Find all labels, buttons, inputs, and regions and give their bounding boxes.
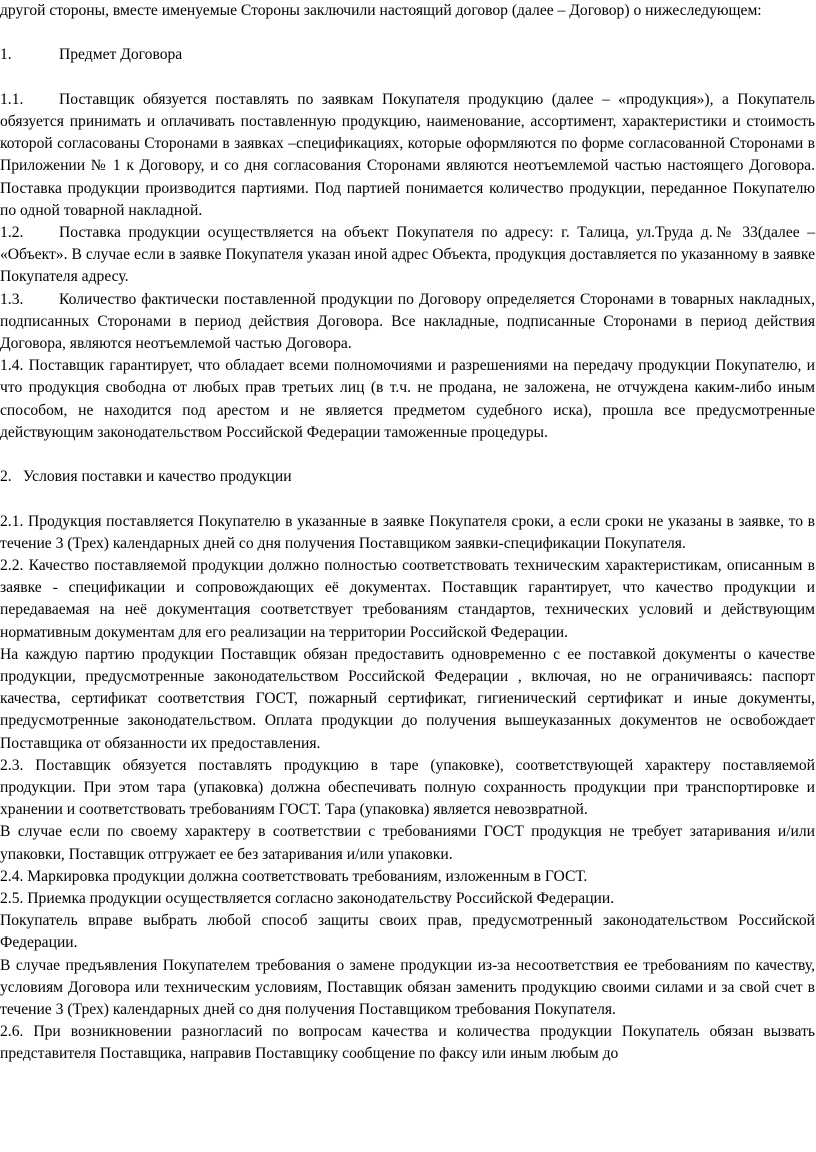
section-1-heading [0,44,815,66]
clause-1-2 [0,222,815,289]
spacer [0,22,815,44]
clause-2-3: 2.3. Поставщик обязуется поставлять продукцию в таре (упаковке), соответствующей характеру поставляемой продукции. При этом тара (упаковка) должна обеспечивать полную сохранность продукции при транспортировке и хранении и соответствовать требованиям ГОСТ. Тара (упаковка) является невозвратной. [0,756,815,819]
clause-1-4: 1.4. Поставщик гарантирует, что обладает всеми полномочиями и разрешениями на передачу продукции Покупателю, и что продукция свободна от любых прав третьих лиц (в т.ч. не продана, не заложена, не отчуждена каким-либо иным способом, не находится под арестом и не является предметом судебного иска), прошла все предусмотренные действующим законодательством Российской Федерации таможенные процедуры. [0,357,815,441]
clause-2-5-replacement: В случае предъявления Покупателем требования о замене продукции из-за несоответствия ее требованиям по качеству, условиям Договора или техническим условиям, Поставщик обязан заменить продукцию своими силами и за свой счет в течение 3 (Трех) календарных дней со дня получения Поставщиком требования Покупателя. [0,956,815,1019]
clause-2-3-continued: В случае если по своему характеру в соответствии с требованиями ГОСТ продукция не требует затаривания и/или упаковки, Поставщик отгружает ее без затаривания и/или упаковки. [0,823,815,863]
clause-2-5-continued: Покупатель вправе выбрать любой способ защиты своих прав, предусмотренный законодательством Российской Федерации. [0,912,815,952]
clause-1-3-number: 1.3. [0,290,24,308]
clause-1-2-text: Поставка продукции осуществляется на объект Покупателя по адресу: г. Талица, ул.Труда д.№ 33(далее – «Объект». В случае если в заявке Покупателя указан иной адрес Объекта, продукция доставляется по указанному в заявке Покупателя адресу. [0,224,815,286]
clause-2-4: 2.4. Маркировка продукции должна соответствовать требованиям, изложенным в ГОСТ. [0,867,588,885]
intro-paragraph: другой стороны, вместе именуемые Стороны заключили настоящий договор (далее – Договор) о нижеследующем: [0,2,762,19]
section-1-title: Предмет Договора [59,46,183,64]
spacer [0,67,815,89]
clause-1-2-number: 1.2. [0,224,24,241]
clause-2-2-continued: На каждую партию продукции Поставщик обязан предоставить одновременно с ее поставкой документы о качестве продукции, предусмотренные законодательством Российской Федерации , включая, но не ограничиваясь: паспорт качества, сертификат соответствия ГОСТ, пожарный сертификат, гигиенический сертификат и иные документы, предусмотренные законодательством. Оплата продукции до получения вышеуказанных документов не освобождает Поставщика от обязанности их предоставления. [0,645,815,752]
clause-1-3-text: Количество фактически поставленной продукции по Договору определяется Сторонами в товарных накладных, подписанных Сторонами в период действия Договора. Все накладные, подписанные Сторонами в период действия Договора, являются неотъемлемой частью Договора. [0,290,815,353]
clause-1-1 [0,89,815,222]
clause-2-5: 2.5. Приемка продукции осуществляется согласно законодательству Российской Федерации. [0,890,615,908]
clause-1-3 [0,289,815,356]
clause-1-1-number: 1.1. [0,90,24,108]
clause-2-6: 2.6. При возникновении разногласий по вопросам качества и количества продукции Покупатель обязан вызвать представителя Поставщика, направив Поставщику сообщение по факсу или иным любым до [0,1023,815,1063]
clause-2-2: 2.2. Качество поставляемой продукции должно полностью соответствовать техническим характеристикам, описанным в заявке - спецификации и сопровождающих её документах. Поставщик гарантирует, что качество продукции и передаваемая на неё документация соответствует требованиям стандартов, технических условий и действующим нормативным документам для его реализации на территории Российской Федерации. [0,557,815,641]
clause-2-1: 2.1. Продукция поставляется Покупателю в указанные в заявке Покупателя сроки, а если сроки не указаны в заявке, то в течение 3 (Трех) календарных дней со дня получения Поставщиком заявки-спецификации Покупателя. [0,512,815,552]
section-1-number: 1. [0,46,12,64]
clause-1-1-text: Поставщик обязуется поставлять по заявкам Покупателя продукцию (далее – «продукция»), а Покупатель обязуется принимать и оплачивать поставленную продукцию, наименование, ассортимент, характеристики и стоимость которой согласованы Сторонами в заявках –спецификациях, которые оформляются по форме согласованной Сторонами в Приложении № 1 к Договору, и со дня согласования Сторонами являются неотъемлемой частью настоящего Договора. Поставка продукции производится партиями. Под партией понимается количество продукции, переданное Покупателю по одной товарной накладной. [0,90,815,219]
section-2-heading [0,466,815,488]
spacer [0,488,815,510]
section-2-title: Условия поставки и качество продукции [23,468,292,486]
spacer [0,444,815,466]
section-2-number: 2. [0,468,12,486]
